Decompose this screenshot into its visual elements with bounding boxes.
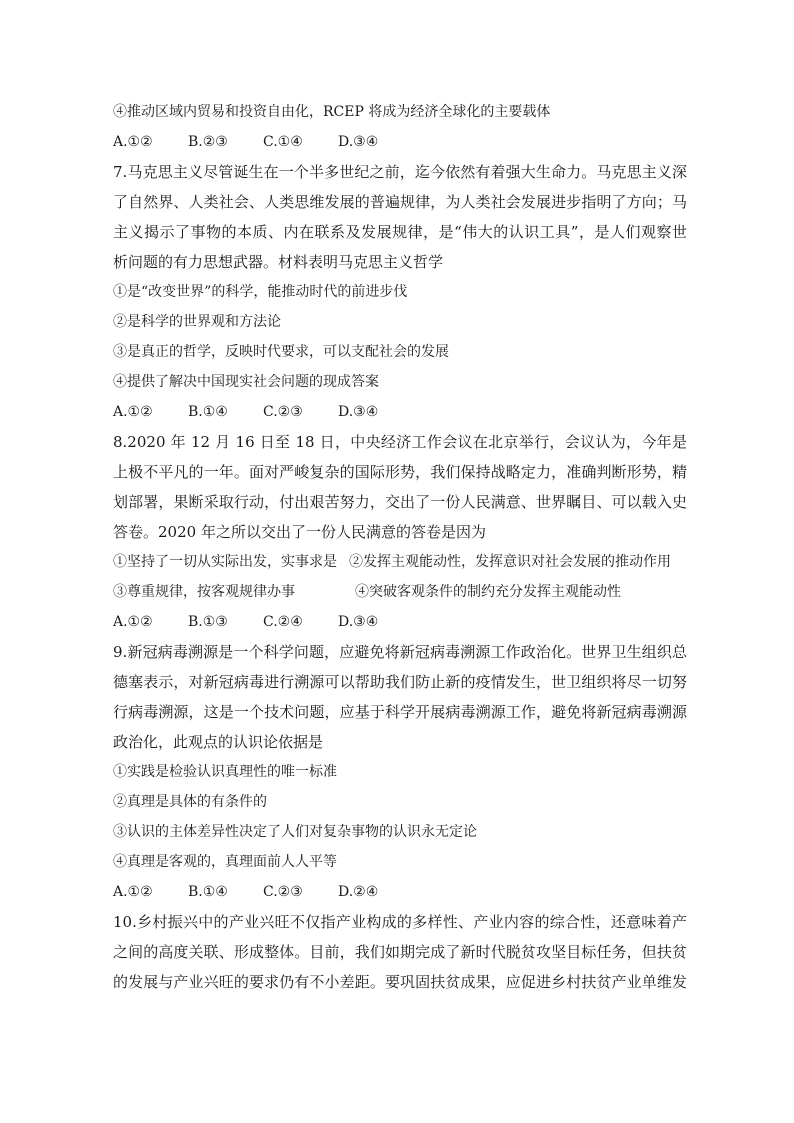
question-line: 了自然界、人类社会、人类思维发展的普遍规律，为人类社会发展进步指明了方向；马 [113,193,687,211]
question-line: 德塞表示，对新冠病毒进行溯源可以帮助我们防止新的疫情发生，世卫组织将尽一切努 [113,673,687,691]
option-item: ③是真正的哲学，反映时代要求，可以支配社会的发展 [113,344,449,360]
choice-c: C.①④ [263,134,303,150]
question-line: 行病毒溯源，这是一个技术问题，应基于科学开展病毒溯源工作，避免将新冠病毒溯源 [113,703,687,721]
option-item: ④突破客观条件的制约充分发挥主观能动性 [355,584,621,600]
choice-b: B.①③ [188,614,228,630]
question-8 [113,427,687,547]
choice-c: C.②③ [263,884,303,900]
option-item: ②发挥主观能动性，发挥意识对社会发展的推动作用 [349,554,671,570]
choice-d: D.②④ [338,884,379,900]
answer-choices [113,607,687,637]
question-line: 上极不平凡的一年。面对严峻复杂的国际形势，我们保持战略定力，准确判断形势，精 [113,463,687,481]
question-line: 划部署，果断采取行动，付出艰苦努力，交出了一份人民满意、世界瞩目、可以载入史 [113,493,687,511]
option-item: ②真理是具体的有条件的 [113,794,267,810]
choice-b: B.①④ [188,404,228,420]
choice-a: A.①② [113,134,153,150]
option-item: ④推动区域内贸易和投资自由化，RCEP 将成为经济全球化的主要载体 [113,104,551,120]
choice-c: C.②④ [263,614,303,630]
option-item: ③认识的主体差异性决定了人们对复杂事物的认识永无定论 [113,824,477,840]
choice-a: A.①② [113,614,153,630]
question-line: 10.乡村振兴中的产业兴旺不仅指产业构成的多样性、产业内容的综合性，还意味着产 [113,913,687,931]
option-item: ①是“改变世界”的科学，能推动时代的前进步伐 [113,284,408,300]
answer-choices [113,397,687,427]
option-item: ②是科学的世界观和方法论 [113,314,281,330]
question-line: 9.新冠病毒溯源是一个科学问题，应避免将新冠病毒溯源工作政治化。世界卫生组织总 [113,643,687,661]
question-9 [113,637,687,757]
question-line: 政治化，此观点的认识论依据是 [113,733,324,751]
option-item: ①坚持了一切从实际出发，实事求是 [113,554,337,570]
choice-c: C.②③ [263,404,303,420]
question-line: 之间的高度关联、形成整体。目前，我们如期完成了新时代脱贫攻坚目标任务，但扶贫 [113,943,687,961]
exam-page [113,97,687,997]
choice-d: D.③④ [338,614,379,630]
option-item: ④真理是客观的，真理面前人人平等 [113,854,337,870]
question-line: 析问题的有力思想武器。材料表明马克思主义哲学 [113,253,444,271]
question-line: 7.马克思主义尽管诞生在一个半多世纪之前，迄今依然有着强大生命力。马克思主义深 [113,163,687,181]
question-line: 8.2020 年 12 月 16 日至 18 日，中央经济工作会议在北京举行，会议认为，今年是 [113,433,687,451]
choice-d: D.③④ [338,134,379,150]
question-line: 主义揭示了事物的本质、内在联系及发展规律，是“伟大的认识工具”，是人们观察世 [113,223,687,241]
question-line: 答卷。2020 年之所以交出了一份人民满意的答卷是因为 [113,523,486,541]
option-row [113,547,687,577]
choice-b: B.①④ [188,884,228,900]
choice-a: A.①② [113,884,153,900]
question-7 [113,157,687,277]
answer-choices [113,877,687,907]
option-item: ④提供了解决中国现实社会问题的现成答案 [113,374,379,390]
question-line: 的发展与产业兴旺的要求仍有不小差距。要巩固扶贫成果，应促进乡村扶贫产业单维发 [113,973,687,991]
choice-a: A.①② [113,404,153,420]
answer-choices [113,127,687,157]
choice-d: D.③④ [338,404,379,420]
choice-b: B.②③ [188,134,228,150]
option-item: ③尊重规律，按客观规律办事 [113,584,295,600]
option-item: ①实践是检验认识真理性的唯一标准 [113,764,337,780]
option-row [113,577,687,607]
question-10 [113,907,687,997]
